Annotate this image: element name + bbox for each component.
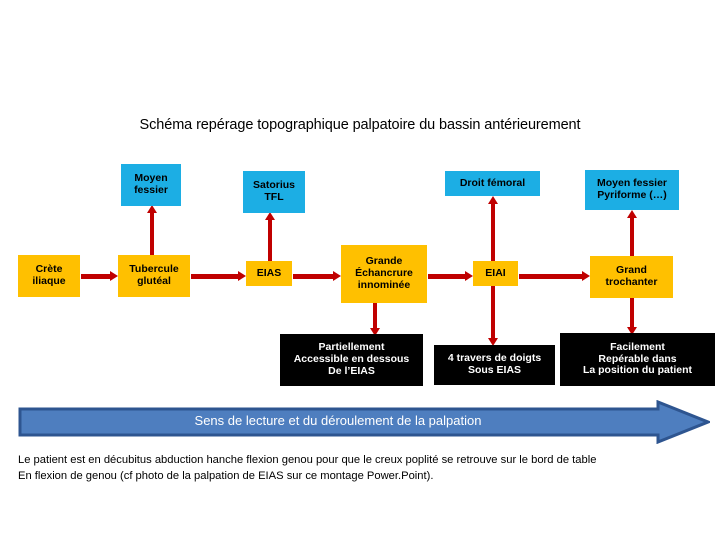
banner-label: Sens de lecture et du déroulement de la palpation bbox=[194, 413, 482, 428]
node-satorius-tfl-line-1: Satorius bbox=[252, 179, 295, 192]
node-droit-femoral-line-1: Droit fémoral bbox=[459, 176, 526, 189]
arrow-crete-to-tubercule bbox=[81, 271, 119, 281]
footer-line-1: Le patient est en décubitus abduction hanche flexion genou pour que le creux poplité se retrouve sur le bord de table bbox=[18, 454, 597, 466]
node-moyen-fessier[interactable] bbox=[121, 164, 181, 206]
footer-line-2: En flexion de genou (cf photo de la palpation de EIAS sur ce montage Power.Point). bbox=[18, 470, 434, 483]
arrow-eiai-to-grand-trochanter bbox=[519, 271, 591, 281]
node-grande-echancrure-line-2: Échancrure bbox=[355, 267, 413, 280]
node-moyen-fessier-line-1: Moyen bbox=[134, 172, 168, 185]
node-eias[interactable] bbox=[246, 261, 292, 286]
node-facilement-line-1: Facilement bbox=[610, 340, 665, 353]
node-grande-echancrure-line-3: innominée bbox=[357, 278, 411, 291]
node-moyen-fessier-pyriforme[interactable] bbox=[585, 170, 679, 210]
node-satorius-tfl-line-2: TFL bbox=[264, 191, 284, 203]
arrow-eias-to-satorius bbox=[265, 212, 275, 264]
node-eias-line-1: EIAS bbox=[256, 266, 282, 279]
node-droit-femoral[interactable] bbox=[445, 171, 540, 196]
node-tubercule-gluteal-line-1: Tubercule bbox=[129, 263, 179, 276]
node-crete-iliaque-line-1: Crète bbox=[35, 263, 63, 276]
node-quatre-travers-line-1: 4 travers de doigts bbox=[447, 352, 542, 365]
page-title: Schéma repérage topographique palpatoire du bassin antérieurement bbox=[139, 117, 581, 133]
arrow-tubercule-to-eias bbox=[191, 271, 247, 281]
arrow-eiai-to-droit-femoral bbox=[488, 196, 498, 264]
reading-direction-banner bbox=[18, 400, 710, 444]
node-quatre-travers-line-2: Sous EIAS bbox=[467, 364, 522, 376]
node-facilement-reperable[interactable] bbox=[560, 333, 715, 386]
node-crete-iliaque[interactable] bbox=[18, 255, 80, 297]
node-grand-trochanter[interactable] bbox=[590, 256, 673, 298]
node-facilement-line-3: La position du patient bbox=[582, 364, 693, 377]
node-crete-iliaque-line-2: iliaque bbox=[32, 275, 66, 287]
node-tubercule-gluteal-line-2: glutéal bbox=[137, 275, 171, 287]
arrow-grand-trochanter-to-facilement bbox=[627, 297, 637, 337]
footer-note bbox=[18, 452, 708, 484]
arrow-tubercule-to-moyen-fessier bbox=[147, 205, 157, 257]
node-partiellement-line-2: Accessible en dessous bbox=[293, 353, 410, 366]
arrow-eias-to-grande-echancrure bbox=[293, 271, 342, 281]
node-grand-trochanter-line-2: trochanter bbox=[605, 276, 658, 288]
arrow-grande-echancrure-to-partiellement bbox=[370, 300, 380, 336]
arrow-eiai-to-quatre-travers bbox=[488, 286, 498, 348]
node-partiellement-line-1: Partiellement bbox=[318, 341, 385, 354]
node-facilement-line-2: Repérable dans bbox=[598, 352, 677, 365]
node-grande-echancrure-innominee[interactable] bbox=[341, 245, 427, 303]
node-eiai-line-1: EIAI bbox=[485, 266, 506, 279]
node-grand-trochanter-line-1: Grand bbox=[616, 264, 647, 277]
node-quatre-travers-de-doigts[interactable] bbox=[434, 345, 555, 385]
node-partiellement-line-3: De l’EIAS bbox=[328, 364, 375, 377]
arrow-grand-trochanter-to-moyen-fessier-pyriforme bbox=[627, 210, 637, 258]
node-satorius-tfl[interactable] bbox=[243, 171, 305, 213]
node-moyen-fessier-line-2: fessier bbox=[134, 184, 168, 196]
node-moyen-fessier-pyriforme-line-1: Moyen fessier bbox=[596, 177, 668, 190]
node-partiellement-accessible[interactable] bbox=[280, 334, 423, 386]
node-eiai[interactable] bbox=[473, 261, 518, 286]
node-moyen-fessier-pyriforme-line-2: Pyriforme (…) bbox=[597, 189, 667, 201]
node-grande-echancrure-line-1: Grande bbox=[365, 255, 403, 268]
arrow-grande-echancrure-to-eiai bbox=[428, 271, 474, 281]
node-tubercule-gluteal[interactable] bbox=[118, 255, 190, 297]
